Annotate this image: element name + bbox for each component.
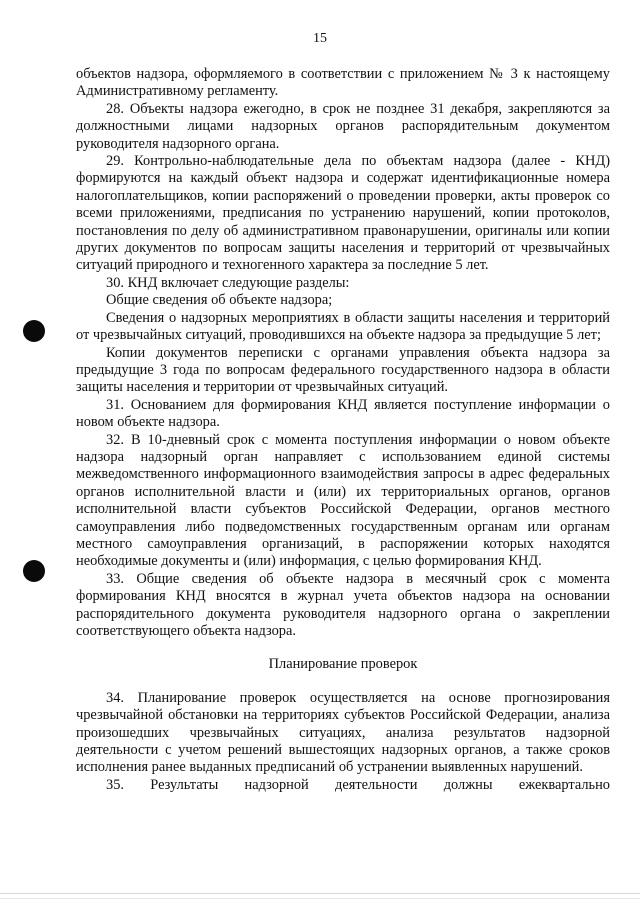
page-number: 15 [313,31,327,46]
paragraph-29: 29. Контрольно-наблюдательные дела по объектам надзора (далее - КНД) формируются на каждый объект надзора и содержат идентификационные номера налогоплательщиков, копии распоряжений о проведении проверки, акты проверок со всеми приложениями, предписания по устранению нарушений, копии протоколов, постановления по делу об административном правонарушении, оригиналы или копии других документов по вопросам защиты населения и территорий от чрезвычайных ситуаций природного и техногенного характера за последние 5 лет. [76,153,610,274]
paragraph-34: 34. Планирование проверок осуществляется на основе прогнозирования чрезвычайной обстановки на территориях субъектов Российской Федерации, анализа произошедших чрезвычайных ситуациях, анализа результатов надзорной деятельности с учетом решений вышестоящих надзорных органов, а также сроков исполнения ранее выданных предписаний об устранении выявленных нарушений. [76,689,610,776]
paragraph-30-item-measures: Сведения о надзорных мероприятиях в области защиты населения и территорий от чрезвычайных ситуаций, проводившихся на объекте надзора за предыдущие 5 лет; [76,309,610,344]
paragraph-30-item-general: Общие сведения об объекте надзора; [106,292,333,309]
paragraph-28: 28. Объекты надзора ежегодно, в срок не позднее 31 декабря, закрепляются за должностными лицами надзорных органов распорядительным документом руководителя надзорного органа. [76,100,610,152]
paragraph-35: 35. Результаты надзорной деятельности должны ежеквартально [106,776,610,793]
scan-edge-line [0,898,640,899]
paragraph-32: 32. В 10-дневный срок с момента поступления информации о новом объекте надзора надзорный орган направляет с использованием единой системы межведомственного информационного взаимодействия запросы в адрес федеральных органов исполнительной власти и (или) их территориальных органов, органов исполнительной власти субъектов Российской Федерации, органов местного самоуправления либо подведомственных государственным органам или органам местного самоуправления организаций, в распоряжении которых находятся необходимые документы и (или) информация, с целью формирования КНД. [76,431,610,570]
paragraph-continuation: объектов надзора, оформляемого в соответствии с приложением № 3 к настоящему Административному регламенту. [76,66,610,100]
paragraph-33: 33. Общие сведения об объекте надзора в месячный срок с момента формирования КНД вносятся в журнал учета объектов надзора на основании распорядительного документа руководителя надзорного органа о закреплении соответствующего объекта надзора. [76,570,610,639]
scan-edge-line [0,893,640,894]
paragraph-30-item-copies: Копии документов переписки с органами управления объекта надзора за предыдущие 3 года по вопросам федерального государственного надзора в области защиты населения и территории от чрезвычайных ситуаций. [76,344,610,396]
paragraph-30: 30. КНД включает следующие разделы: [106,274,350,291]
section-heading: Планирование проверок [268,656,418,673]
document-body [76,66,610,794]
paragraph-31: 31. Основанием для формирования КНД является поступление информации о новом объекте надзора. [76,396,610,431]
punch-hole [23,560,45,582]
punch-hole [23,320,45,342]
